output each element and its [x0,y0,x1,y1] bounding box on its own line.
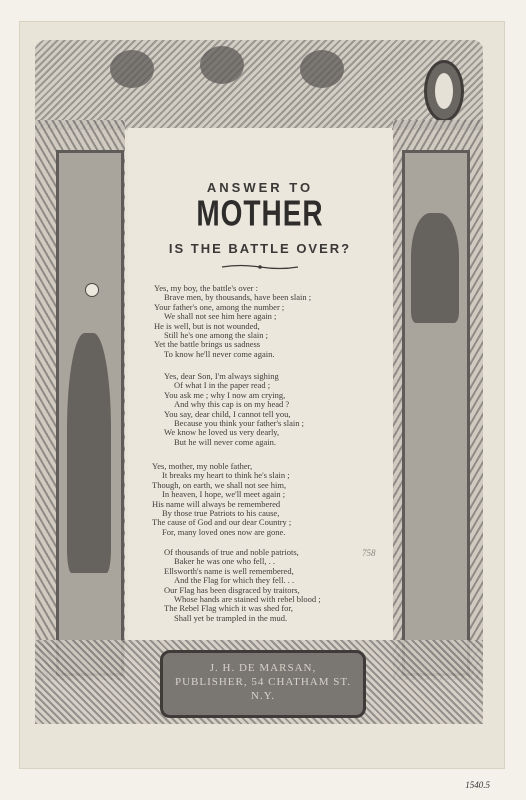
verse-line: Yes, dear Son, I'm always sighing [164,371,279,381]
verse-line: Whose hands are stained with rebel blood ; [174,594,321,605]
verse-line: Baker he was one who fell, . . [174,556,276,567]
verse-line: But he will never come again. [174,436,276,447]
banjo-player-figure [67,333,111,573]
verse-line: The cause of God and our dear Country ; [152,517,292,528]
verse-line: Yet the battle brings us sadness [154,339,261,350]
imprint-line-1: J. H. DE MARSAN, [209,662,317,674]
stanza-4 [154,548,321,623]
ornamental-rule [220,264,300,270]
verse-line: You say, dear child, I cannot tell you, [164,408,291,419]
verse-line: Of thousands of true and noble patriots, [164,547,299,557]
moon-icon [85,283,99,297]
catalog-number: 1540.5 [465,780,490,790]
verse-line: Brave men, by thousands, have been slain ; [164,292,312,303]
title-mother: MOTHER [196,193,324,234]
penciled-number: 758 [362,548,376,558]
verse-line: And the Flag for which they fell. . . [174,575,295,586]
publisher-imprint-scroll [160,650,366,718]
cherub-icon [300,50,344,88]
stanza-2 [154,372,304,447]
verse-line: Our Flag has been disgraced by traitors, [164,584,300,595]
stanza-1 [154,284,311,359]
verse-line: Ellsworth's name is well remembered, [164,565,294,576]
title-answer-to: ANSWER TO [206,180,314,195]
verse-line: In heaven, I hope, we'll meet again ; [162,489,286,500]
verse-line: And why this cap is on my head ? [174,399,290,410]
seated-figure [411,213,459,323]
verse-line: His name will always be remembered [152,498,281,509]
cherub-icon [200,46,244,84]
cherub-icon [110,50,154,88]
right-figure-panel [402,150,470,676]
verse-line: It breaks my heart to think he's slain ; [162,470,290,481]
verse-line: We shall not see him here again ; [164,311,277,322]
verse-line: You ask me ; why I now am crying, [164,389,286,400]
verse-line: Because you think your father's slain ; [174,418,304,429]
verse-line: Yes, my boy, the battle's over : [154,283,258,293]
verse-line: The Rebel Flag which it was shed for, [164,603,294,614]
verse-line: Yes, mother, my noble father, [152,461,253,471]
left-figure-panel [56,150,124,676]
verse-line: Shall yet be trampled in the mud. [174,612,288,623]
verse-line: Of what I in the paper read ; [174,380,271,391]
drum-icon [424,60,464,122]
title-battle-over: IS THE BATTLE OVER? [168,241,352,256]
verse-line: Though, on earth, we shall not see him, [152,479,287,490]
verse-line: Still he's one among the slain ; [164,330,268,341]
verse-line: We know he loved us very dearly, [164,427,280,438]
verse-line: He is well, but is not wounded, [154,320,260,331]
verse-line: For, many loved ones now are gone. [162,526,286,537]
verse-line: Your father's one, among the number ; [154,301,285,312]
song-text-panel [128,128,392,640]
imprint-line-2: PUBLISHER, 54 CHATHAM ST. N.Y. [174,676,352,702]
verse-line: To know he'll never come again. [164,348,275,359]
verse-line: By those true Patriots to his cause, [162,508,280,519]
woodcut-top-border [35,40,483,130]
stanza-3 [152,462,291,537]
